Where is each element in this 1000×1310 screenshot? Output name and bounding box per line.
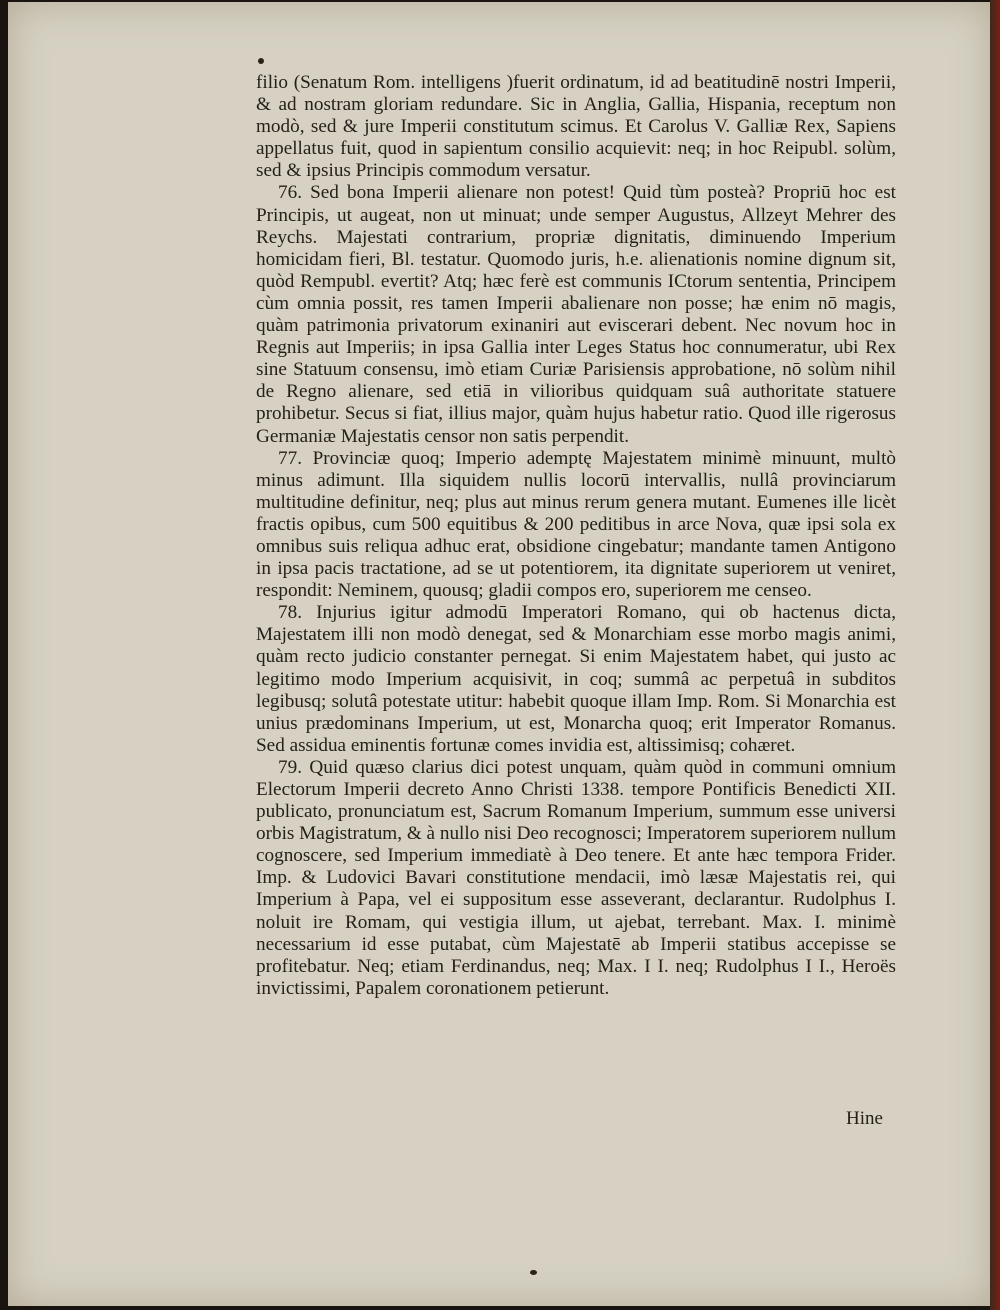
- body-text: [256, 72, 896, 1000]
- paragraph-78: 78. Injurius igitur admodū Imperatori Romano, qui ob hactenus dicta, Majestatem illi non modò denegat, sed & Monarchiam esse morbo magis animi, quàm recto judicio constanter pernegat. Si enim Majestatem habet, qui justo ac legitimo modo Imperium acquisivit, in coq; summâ ac perpetuâ in subditos legibusq; solutâ potestate utitur: habebit quoque illam Imp. Rom. Si Monarchia est unius prædominans Imperium, ut est, Monarcha quoq; erit Imperator Romanus. Sed assidua eminentis fortunæ comes invidia est, altissimisq; cohæret.: [256, 602, 896, 756]
- ink-spot: [258, 58, 264, 64]
- paragraph-77: 77. Provinciæ quoq; Imperio ademptę Majestatem minimè minuunt, multò minus adimunt. Illa siquidem nullis locorū intervallis, nullâ provinciarum multitudine definitur, neq; plus aut minus rerum genera mutant. Eumenes ille licèt fractis opibus, cum 500 equitibus & 200 peditibus in arce Nova, quæ ipsi sola ex omnibus suis reliqua adhuc erat, obsidione cingebatur; mandante tamen Antigono in ipsa pacis tractatione, ad se ut potentiorem, ita dignitate superiorem ut veniret, respondit: Neminem, quousq; gladii compos ero, superiorem me censeo.: [256, 447, 896, 602]
- catchword: Hine: [846, 1108, 883, 1129]
- binding-edge: [990, 0, 1000, 1310]
- paragraph-continuation: filio (Senatum Rom. intelligens )fuerit ordinatum, id ad beatitudinē nostri Imperii, & ad nostram gloriam redundare. Sic in Anglia, Gallia, Hispania, receptum non modò, sed & jure Imperii constitutum scimus. Et Carolus V. Galliæ Rex, Sapiens appellatus fuit, quod in sapientum consilio acquievit: neq; in hoc Reipubl. solùm, sed & ipsius Principis commodum versatur.: [256, 72, 896, 182]
- paragraph-79: 79. Quid quæso clarius dici potest unquam, quàm quòd in communi omnium Electorum Imperii decreto Anno Christi 1338. tempore Pontificis Benedicti XII. publicato, pronunciatum est, Sacrum Romanum Imperium, summum esse universi orbis Magistratum, & à nullo nisi Deo recognosci; Imperatorem superiorem nullum cognoscere, sed Imperium immediatè à Deo tenere. Et ante hæc tempora Frider. Imp. & Ludovici Bavari constitutione mendacii, imò læsæ Majestatis rei, qui Imperium à Papa, vel ei suppositum esse asseverant, declarantur. Rudolphus I. noluit ire Romam, qui vestigia illum, ut ajebat, terrebant. Max. I. minimè necessarium id esse putabat, cùm Majestatē ab Imperii statibus accepisse se profitebatur. Neq; etiam Ferdinandus, neq; Max. I I. neq; Rudolphus I I., Heroës invictissimi, Papalem coronationem petierunt.: [256, 756, 896, 999]
- paragraph-76: 76. Sed bona Imperii alienare non potest! Quid tùm posteà? Propriū hoc est Principis, ut augeat, non ut minuat; unde semper Augustus, Allzeyt Mehrer des Reychs. Majestati contrarium, propriæ dignitatis, diminuendo Imperium homicidam fieri, Bl. testatur. Quomodo juris, h.e. alienationis nomine dignum sit, quòd Rempubl. evertit? Atq; hæc ferè est communis ICtorum sententia, Principem cùm omnia possit, res tamen Imperii abalienare non posse; hæ enim nō magis, quàm patrimonia privatorum exinaniri aut eviscerari debent. Nec novum hoc in Regnis aut Imperiis; in ipsa Gallia inter Leges Status hoc connumeratur, ubi Rex sine Statuum consensu, imò etiam Curiæ Parisiensis approbatione, nō solùm nihil de Regno alienare, sed etiā in vilioribus quidquam suâ authoritate statuere prohibetur. Secus si fiat, illius major, quàm hujus habetur ratio. Quod ille rigerosus Germaniæ Majestatis censor non satis perpendit.: [256, 182, 896, 447]
- ink-spot: [530, 1270, 537, 1275]
